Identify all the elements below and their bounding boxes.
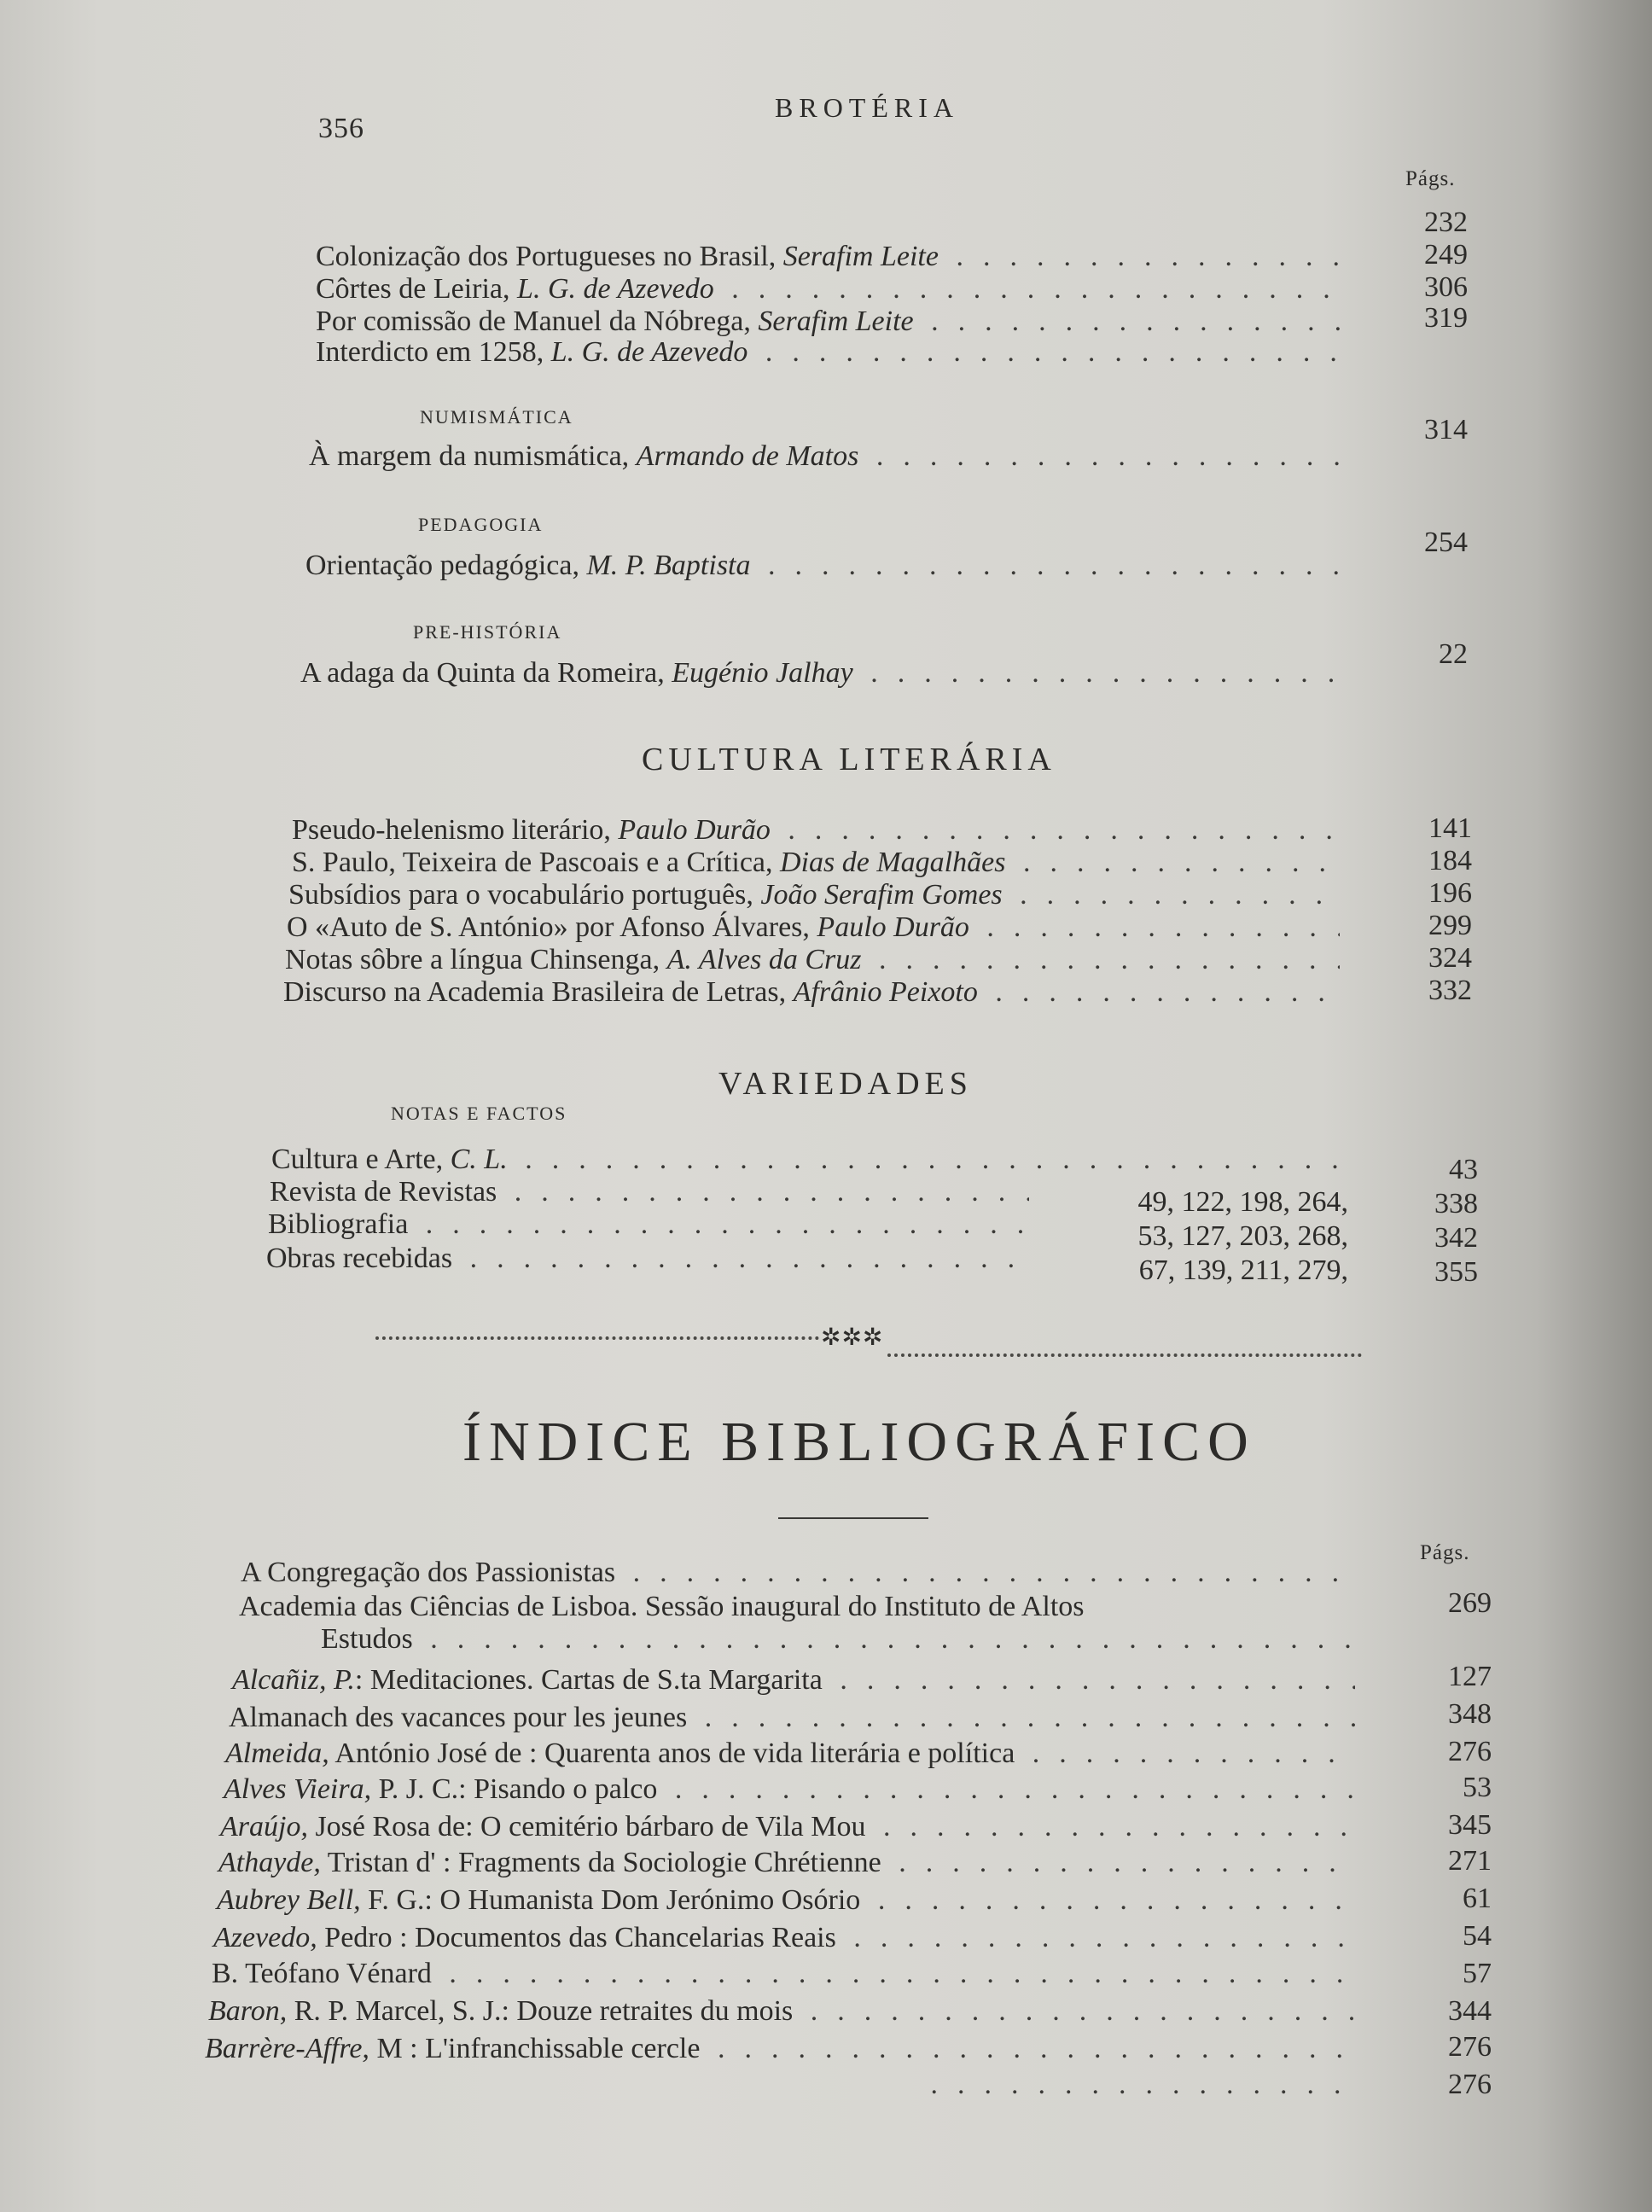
page-ref: 355: [1434, 1256, 1478, 1288]
list-item: Côrtes de Leiria, L. G. de Azevedo . .: [316, 273, 1348, 307]
index-entry: B. Teófano Vénard . .: [212, 1958, 1364, 1992]
page-ref: 232: [1424, 207, 1468, 238]
page-ref: 254: [1424, 527, 1468, 558]
list-item: Revista de Revistas . .: [270, 1176, 1038, 1210]
index-entry: Athayde, Tristan d' : Fragments da Sociologie Chrétienne . .: [218, 1847, 1364, 1881]
section-subheading: PEDAGOGIA: [418, 514, 544, 535]
page-ref: 269: [1448, 1587, 1492, 1619]
page-ref: 184: [1428, 845, 1472, 876]
page-ref: 276: [1448, 2069, 1492, 2100]
index-entry: Aubrey Bell, F. G.: O Humanista Dom Jerónimo Osório . .: [217, 1884, 1364, 1918]
list-item: A adaga da Quinta da Romeira, Eugénio Jalhay . .: [300, 657, 1348, 691]
ornament-divider-center: ✲✲✲: [821, 1324, 884, 1351]
section-subheading: PRE-HISTÓRIA: [413, 621, 562, 643]
index-entry: Baron, R. P. Marcel, S. J.: Douze retraites du mois . .: [208, 1995, 1364, 2029]
index-entry: Estudos . .: [321, 1623, 1364, 1657]
list-item: Interdicto em 1258, L. G. de Azevedo . .: [316, 336, 1348, 370]
page-ref: 342: [1434, 1222, 1478, 1254]
list-item: Notas sôbre a língua Chinsenga, A. Alves da Cruz . .: [285, 944, 1348, 978]
list-item: Pseudo-helenismo literário, Paulo Durão . .: [292, 814, 1348, 848]
section-subheading: NUMISMÁTICA: [420, 406, 573, 428]
pags-label: Págs.: [1420, 1541, 1470, 1564]
section-subheading: NOTAS E FACTOS: [391, 1103, 567, 1124]
page-ref: 348: [1448, 1698, 1492, 1730]
index-entry: Almeida, António José de : Quarenta anos de vida literária e política . .: [225, 1738, 1364, 1772]
page-ref: 332: [1428, 975, 1472, 1006]
page-ref: 61: [1463, 1883, 1492, 1914]
running-title: BROTÉRIA: [775, 92, 959, 123]
index-entry: Azevedo, Pedro : Documentos das Chancelarias Reais . .: [213, 1922, 1364, 1956]
page-ref: 276: [1448, 2031, 1492, 2063]
index-entry: Academia das Ciências de Lisboa. Sessão inaugural do Instituto de Altos: [239, 1591, 1085, 1622]
ornament-divider-left: [375, 1336, 819, 1340]
list-item: Orientação pedagógica, M. P. Baptista . .: [305, 550, 1348, 584]
page-ref: 196: [1428, 877, 1472, 909]
list-item: Discurso na Academia Brasileira de Letras, Afrânio Peixoto . .: [283, 976, 1348, 1010]
title-rule: [778, 1517, 928, 1519]
page-ref: 338: [1434, 1188, 1478, 1220]
page-ref: 22: [1439, 638, 1468, 670]
page-ref: 299: [1428, 910, 1472, 941]
page-ref: 324: [1428, 942, 1472, 974]
page-ref: 319: [1424, 302, 1468, 334]
index-entry: [913, 2069, 1364, 2103]
page-ref: 54: [1463, 1920, 1492, 1952]
index-entry: Barrère-Affre, M : L'infranchissable cercle . .: [205, 2033, 1364, 2067]
list-item: À margem da numismática, Armando de Matos . .: [309, 440, 1348, 474]
page-ref: 57: [1463, 1958, 1492, 1989]
page-ref: 141: [1428, 812, 1472, 844]
list-item: S. Paulo, Teixeira de Pascoais e a Crítica, Dias de Magalhães . .: [292, 847, 1348, 881]
page-ref: 276: [1448, 1736, 1492, 1767]
page-number: 356: [318, 113, 364, 144]
section-title: CULTURA LITERÁRIA: [642, 742, 1056, 777]
pags-label: Págs.: [1405, 167, 1456, 190]
list-item: Subsídios para o vocabulário português, João Serafim Gomes . .: [288, 879, 1348, 913]
page-ref: 53: [1463, 1772, 1492, 1803]
page-refs-multi: 67, 139, 211, 279,: [1138, 1254, 1348, 1286]
page-refs-multi: 49, 122, 198, 264,: [1137, 1186, 1348, 1218]
page-ref: 345: [1448, 1809, 1492, 1841]
index-entry: Almanach des vacances pour les jeunes . .: [229, 1702, 1364, 1736]
index-entry: Alcañiz, P.: Meditaciones. Cartas de S.ta Margarita . .: [232, 1664, 1364, 1698]
list-item: Cultura e Arte, C. L. . .: [271, 1144, 1348, 1178]
page-refs-multi: 53, 127, 203, 268,: [1137, 1220, 1348, 1252]
index-title: ÍNDICE BIBLIOGRÁFICO: [462, 1411, 1256, 1473]
page-ref: 249: [1424, 239, 1468, 271]
list-item: Bibliografia . .: [268, 1208, 1038, 1243]
list-item: Obras recebidas . .: [266, 1243, 1038, 1277]
page-ref: 43: [1449, 1154, 1478, 1185]
list-item: Colonização dos Portugueses no Brasil, Serafim Leite . .: [316, 241, 1348, 275]
page-ref: 306: [1424, 271, 1468, 303]
page-ref: 344: [1448, 1995, 1492, 2027]
section-title: VARIEDADES: [718, 1066, 973, 1102]
list-item: Por comissão de Manuel da Nóbrega, Serafim Leite . .: [316, 306, 1348, 340]
ornament-divider-right: [887, 1353, 1362, 1357]
page-ref: 314: [1424, 414, 1468, 445]
list-item: O «Auto de S. António» por Afonso Álvares, Paulo Durão . .: [287, 911, 1348, 946]
index-entry: Araújo, José Rosa de: O cemitério bárbaro de Vila Mou . .: [220, 1811, 1364, 1845]
page-ref: 127: [1448, 1661, 1492, 1692]
page-ref: 271: [1448, 1845, 1492, 1877]
index-entry: A Congregação dos Passionistas . .: [241, 1557, 1364, 1591]
index-entry: Alves Vieira, P. J. C.: Pisando o palco . .: [224, 1773, 1364, 1807]
